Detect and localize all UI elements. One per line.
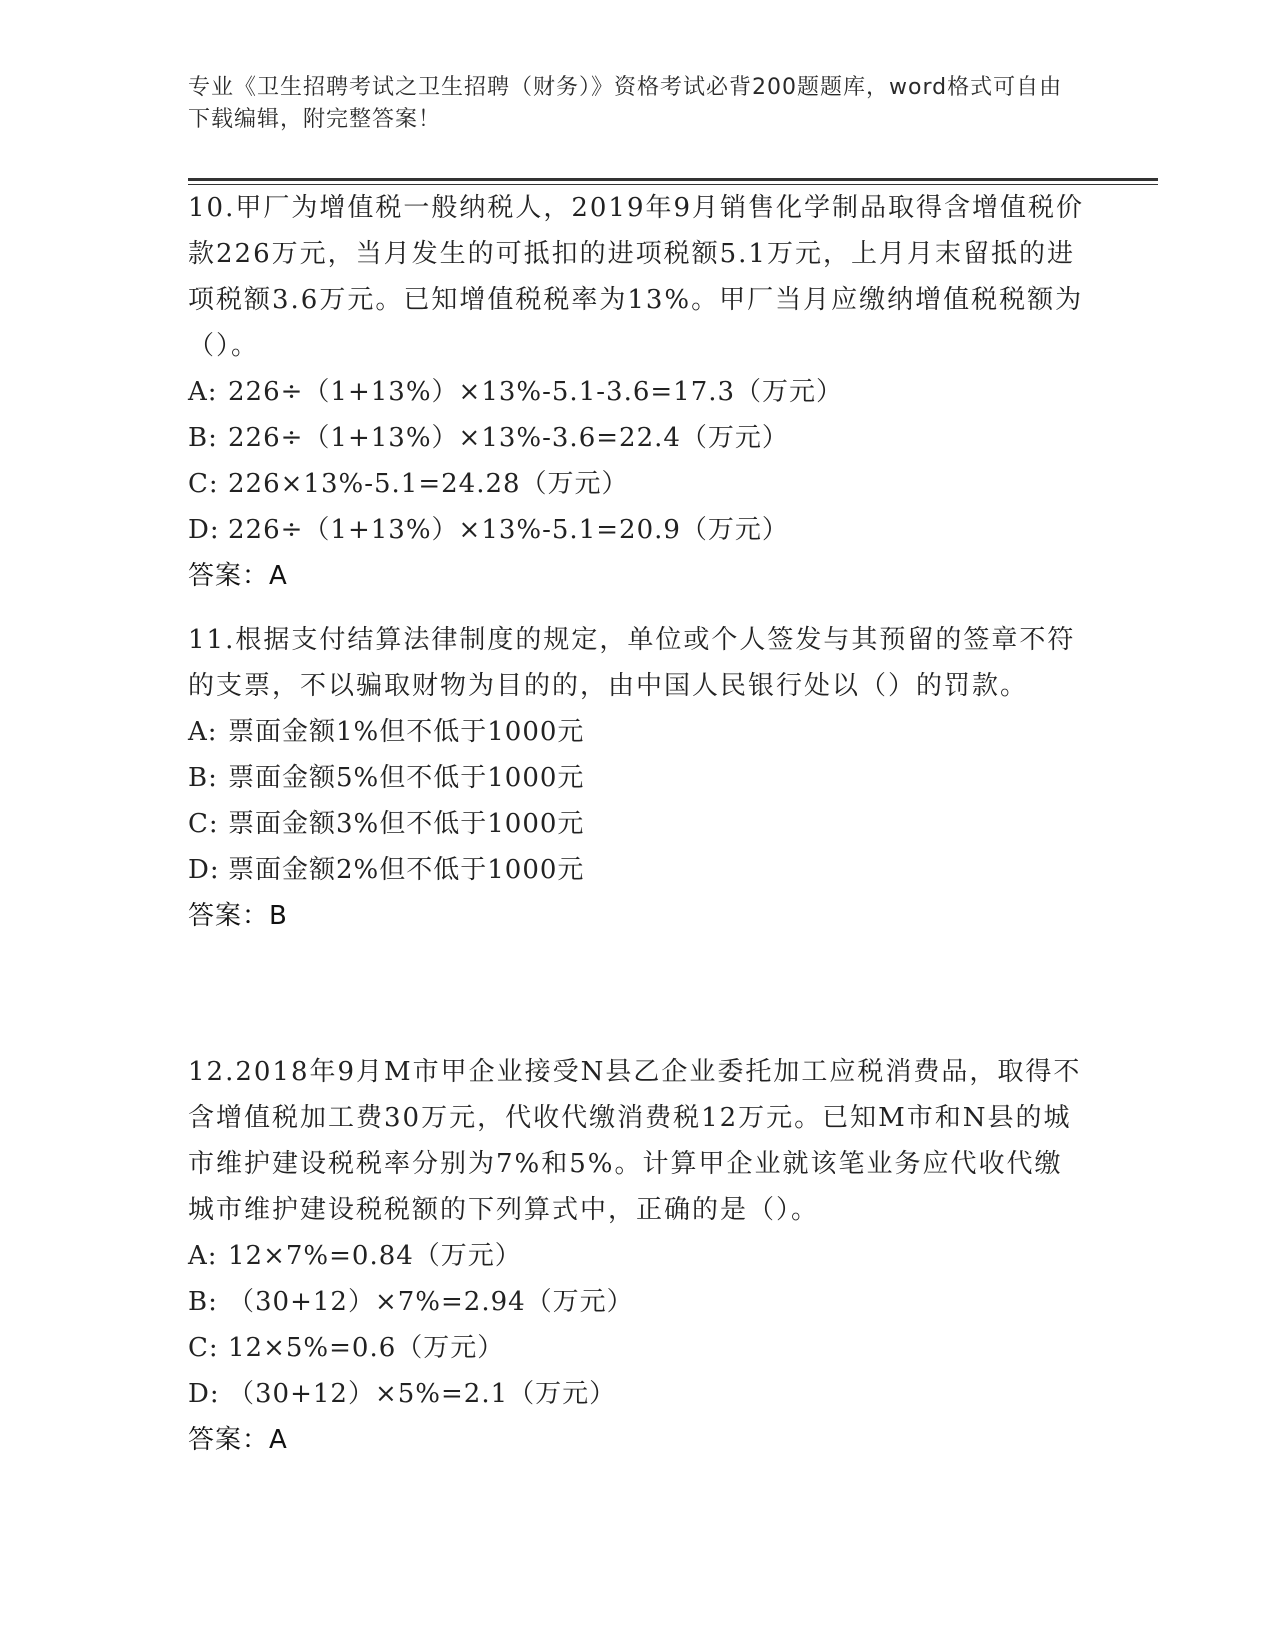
option-a [188,369,1088,415]
option-b [188,755,1088,801]
option-letter: C: [188,469,219,499]
option-letter: A: [188,1241,218,1271]
document-header: 专业《卫生招聘考试之卫生招聘（财务）》资格考试必背200题题库，word格式可自由下载编辑，附完整答案！ [188,75,1063,132]
answer-line: 答案：A [188,561,288,591]
option-letter: B: [188,763,218,793]
option-text: （30+12）×5%=2.1（万元） [228,1379,617,1409]
option-text: （30+12）×7%=2.94（万元） [228,1287,634,1317]
option-text: 12×7%=0.84（万元） [228,1241,522,1271]
answer-line: 答案：B [188,901,288,931]
option-text: 12×5%=0.6（万元） [228,1333,505,1363]
option-text: 票面金额2%但不低于1000元 [228,855,585,885]
option-a [188,1233,1088,1279]
option-c [188,801,1088,847]
question-stem: 11.根据支付结算法律制度的规定，单位或个人签发与其预留的签章不符的支票，不以骗取财物为目的的，由中国人民银行处以（）的罚款。 [188,625,1076,701]
header-divider-thick [188,178,1158,181]
option-letter: D: [188,515,220,545]
option-text: 226×13%-5.1=24.28（万元） [228,469,629,499]
option-letter: A: [188,717,218,747]
option-letter: C: [188,809,219,839]
question-11 [188,617,1088,939]
option-d [188,847,1088,893]
option-d [188,1371,1088,1417]
option-a [188,709,1088,755]
option-b [188,1279,1088,1325]
option-letter: B: [188,1287,218,1317]
option-d [188,507,1088,553]
option-c [188,461,1088,507]
option-letter: C: [188,1333,219,1363]
option-text: 票面金额5%但不低于1000元 [228,763,585,793]
option-b [188,415,1088,461]
option-letter: A: [188,377,218,407]
option-c [188,1325,1088,1371]
question-10 [188,185,1088,599]
option-letter: D: [188,855,220,885]
option-text: 226÷（1+13%）×13%-5.1=20.9（万元） [228,515,789,545]
option-text: 票面金额3%但不低于1000元 [228,809,585,839]
option-text: 226÷（1+13%）×13%-5.1-3.6=17.3（万元） [228,377,844,407]
question-stem: 10.甲厂为增值税一般纳税人，2019年9月销售化学制品取得含增值税价款226万元，当月发生的可抵扣的进项税额5.1万元，上月月末留抵的进项税额3.6万元。已知增值税税率为13%。甲厂当月应缴纳增值税税额为（）。 [188,193,1085,361]
question-stem: 12.2018年9月M市甲企业接受N县乙企业委托加工应税消费品，取得不含增值税加工费30万元，代收代缴消费税12万元。已知M市和N县的城市维护建设税税率分别为7%和5%。计算甲企业就该笔业务应代收代缴城市维护建设税税额的下列算式中，正确的是（）。 [188,1057,1082,1225]
question-12 [188,1049,1088,1463]
option-letter: D: [188,1379,220,1409]
option-letter: B: [188,423,218,453]
option-text: 票面金额1%但不低于1000元 [228,717,585,747]
option-text: 226÷（1+13%）×13%-3.6=22.4（万元） [228,423,789,453]
answer-line: 答案：A [188,1425,288,1455]
